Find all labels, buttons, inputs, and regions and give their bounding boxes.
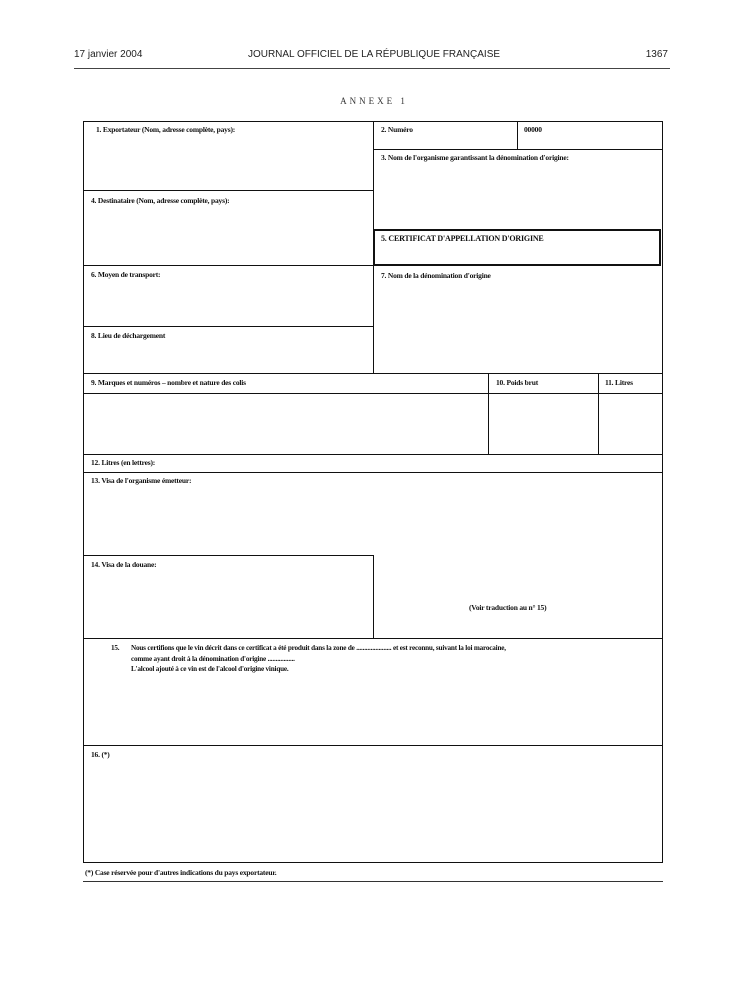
box5-certificat-label: 5. CERTIFICAT D'APPELLATION D'ORIGINE <box>381 234 544 243</box>
annexe-title: ANNEXE 1 <box>340 96 408 106</box>
divider-box9-box10 <box>488 373 489 454</box>
box7-denomination-label: 7. Nom de la dénomination d'origine <box>381 271 491 280</box>
divider-box14-right <box>373 555 374 638</box>
box8-dechargement-label: 8. Lieu de déchargement <box>91 331 166 340</box>
divider-box1-box4 <box>83 190 373 191</box>
box16-label: 16. (*) <box>91 750 110 759</box>
box13-visa-organisme-label: 13. Visa de l'organisme émetteur: <box>91 476 192 485</box>
voir-traduction-note: (Voir traduction au n° 15) <box>469 603 547 612</box>
divider-box9-box12 <box>83 454 663 455</box>
divider-box6-box8 <box>83 326 373 327</box>
box2-numero-value: 00000 <box>524 125 542 134</box>
divider-top-box9 <box>83 373 663 374</box>
divider-box12-box13 <box>83 472 663 473</box>
form-border-bottom <box>83 862 663 863</box>
box15-declaration-line2: comme ayant droit à la dénomination d'origine ................. <box>131 655 295 663</box>
box10-poids-label: 10. Poids brut <box>496 378 538 387</box>
form-border-left <box>83 121 84 863</box>
box12-litres-lettres-label: 12. Litres (en lettres): <box>91 458 156 467</box>
box1-exportateur-label: 1. Exportateur (Nom, adresse complète, pays): <box>96 125 236 134</box>
box4-destinataire-label: 4. Destinataire (Nom, adresse complète, pays): <box>91 196 230 205</box>
box3-organisme-label: 3. Nom de l'organisme garantissant la dénomination d'origine: <box>381 153 569 162</box>
box9-marques-label: 9. Marques et numéros – nombre et nature des colis <box>91 378 246 387</box>
divider-box2-number <box>517 121 518 149</box>
box2-numero-label: 2. Numéro <box>381 125 413 134</box>
divider-box14-box15 <box>83 638 663 639</box>
divider-box10-box11 <box>598 373 599 454</box>
box15-declaration-line1: Nous certifions que le vin décrit dans ce certificat a été produit dans la zone de ...................... et est reconnu, suivant la loi marocaine, <box>131 644 506 652</box>
divider-box15-box16 <box>83 745 663 746</box>
box15-number: 15. <box>111 644 120 652</box>
header-page-number: 1367 <box>645 49 668 60</box>
header-rule <box>74 68 670 69</box>
box15-declaration-line3: L'alcool ajouté à ce vin est de l'alcool d'origine vinique. <box>131 665 289 673</box>
box14-visa-douane-label: 14. Visa de la douane: <box>91 560 157 569</box>
divider-box9-header <box>83 393 663 394</box>
divider-box13-box14 <box>83 555 373 556</box>
divider-box4-box6 <box>83 265 373 266</box>
header-journal-title: JOURNAL OFFICIEL DE LA RÉPUBLIQUE FRANÇAISE <box>247 49 501 60</box>
form-border-right <box>662 121 663 863</box>
footnote: (*) Case réservée pour d'autres indications du pays exportateur. <box>85 868 277 877</box>
divider-box2-box3 <box>373 149 663 150</box>
header-date: 17 janvier 2004 <box>74 49 143 60</box>
box6-transport-label: 6. Moyen de transport: <box>91 270 161 279</box>
bottom-rule <box>83 881 663 882</box>
box11-litres-label: 11. Litres <box>605 378 633 387</box>
